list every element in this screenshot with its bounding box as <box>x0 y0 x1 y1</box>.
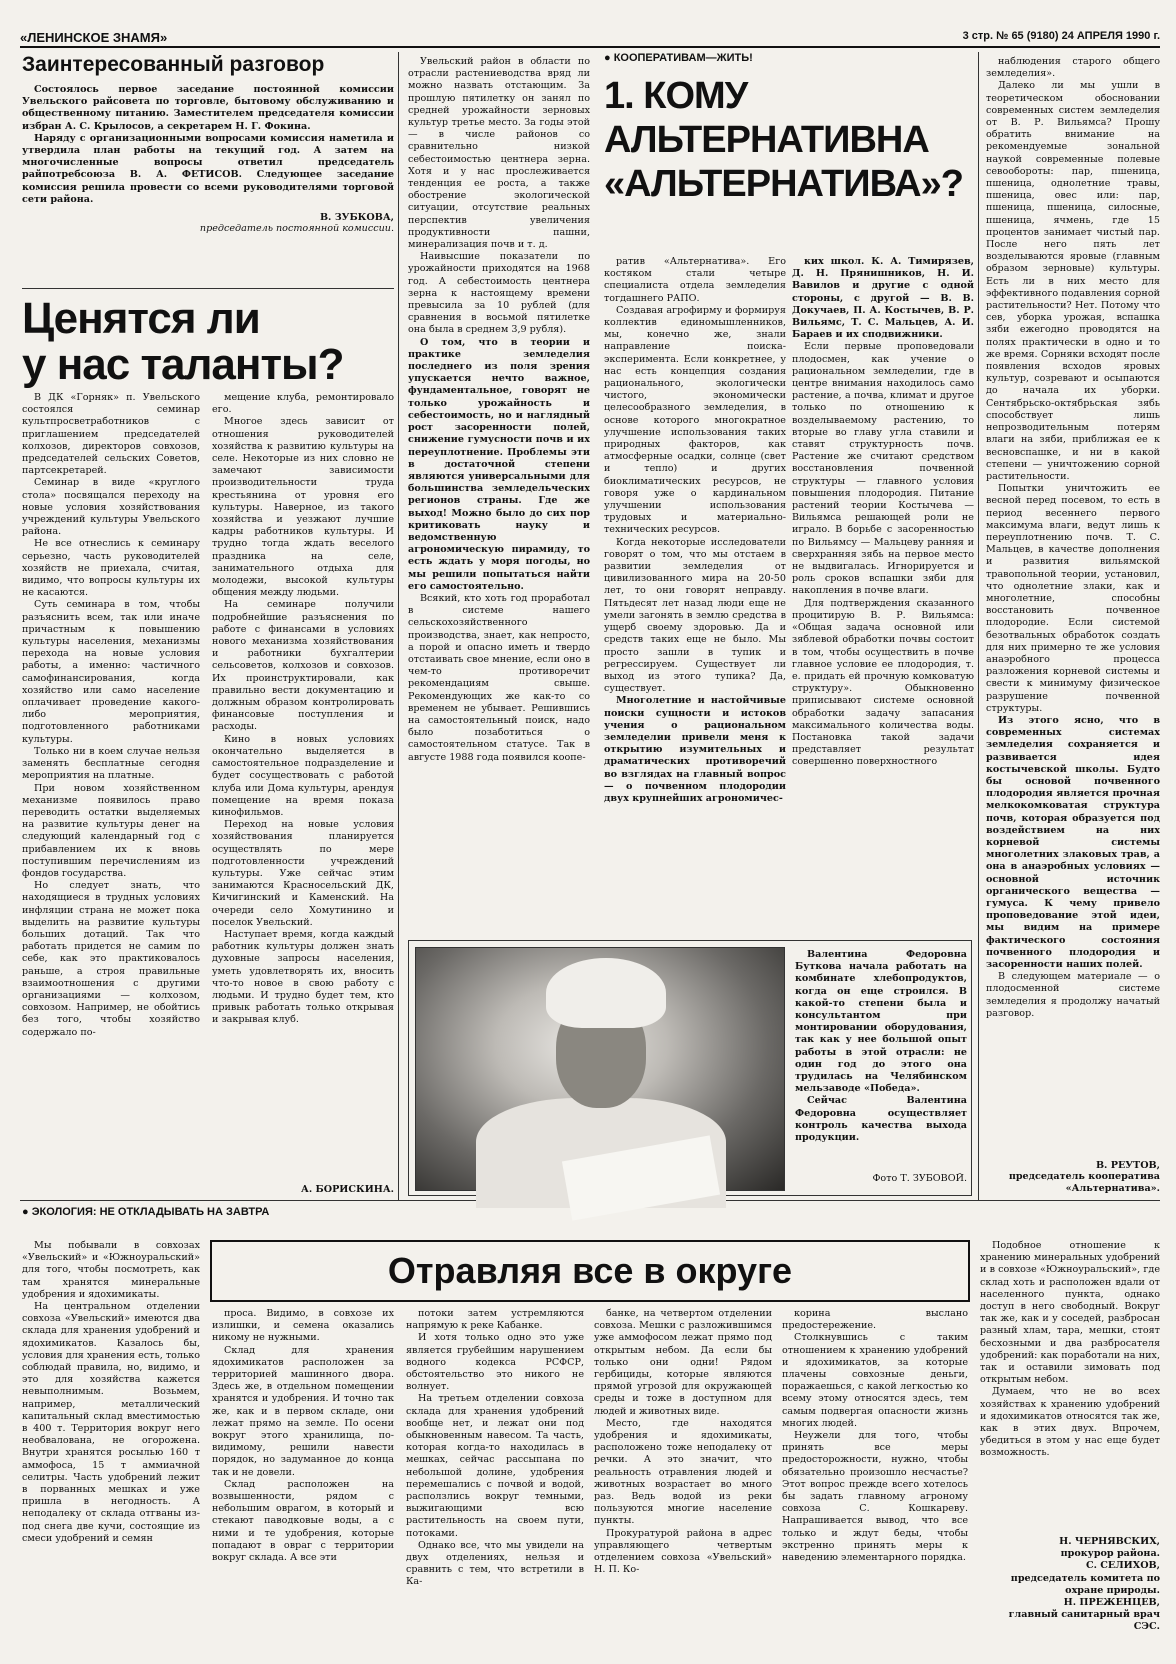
paragraph: Наряду с организационными вопросами комиссия наметила и утвердила план работы на текущий год. А затем на многочисленные вопросы ответил председатель райпотребсоюза В. А. ФЕТИСОВ. Следующее заседание комиссия решила провести со всеми руководителями торговой сети района. <box>22 132 394 205</box>
paragraph: Наступает время, когда каждый работник культуры должен знать духовные запросы населения, уметь удовлетворять их, вносить что-то новое в свою работу с людьми. И трудно будет тем, кто привык работать только открывая и закрывая клуб. <box>212 928 394 1026</box>
paragraph: Не все отнеслись к семинару серьезно, часть руководителей хозяйств не приехала, считая, видимо, что вопросы культуры их не касаются. <box>22 538 200 599</box>
article-column <box>594 1308 772 1652</box>
rubric: ● КООПЕРАТИВАМ—ЖИТЬ! <box>604 52 753 64</box>
paragraph: И хотя только одно это уже является грубейшим нарушением водного кодекса РСФСР, обстоятельство это никого не волнует. <box>406 1332 584 1393</box>
worker-photo <box>415 947 785 1191</box>
photo-credit: Фото Т. ЗУБОВОЙ. <box>872 1173 967 1184</box>
article-rule <box>22 288 394 289</box>
article-column <box>22 392 200 1214</box>
paragraph: мещение клуба, ремонтировало его. <box>212 392 394 416</box>
paragraph: Далеко ли мы ушли в теоретическом обосновании современных систем земледелия от В. Р. Вильямса? Прошу обратить внимание на рекомендуемые зональной наукой современные полевые севообороты: пар, пшеница, пшеница, однолетние травы, пшеница, овес или: пар, пшеница, пшеница, силосные, пшеница, ячмень, где 15 процентов занимает чистый пар. После него пять лет возделываются яровые (главным образом зерновые) культуры. Есть ли в них место для эффективного подавления сорной растительности? Нет. Потому что сев, уборка урожая, вспашка зяби ежегодно проводятся на полях практически в одно и то же время. Сорняки всходят после появления всходов яровых культур, созревают и осыпаются до начала их уборки. Сентябрьско-октябрьская зябь способствует лишь непрозводительным потерям влаги на зяби, приближая ее к весновспашке, и ни в какой степени — уничтожению сорной растительности. <box>986 80 1160 482</box>
paragraph: Попытки уничтожить ее весной перед посевом, то есть в период весеннего первого максимума влаги, ведут лишь к переуплотнению почв. Т. С. Мальцев, в качестве дополнения и развития вильямской травопольной теории, установил, что однолетние злаки, как и многолетние, способны восстановить почвенное плодородие. Если системой безотвальных обработок создать для них примерно те же условия анаэробного процесса разложения корневой системы и свести к минимуму физическое разрушение почвенной структуры. <box>986 483 1160 714</box>
signature-name: Н. ПРЕЖЕНЦЕВ, <box>1063 1597 1160 1609</box>
paragraph: Многое здесь зависит от отношения руководителей хозяйства к развитию культуры на селе. Некоторые из них словно не замечают зависимости производительности труда крестьянина от уровня его культуры. Наверное, из такого хозяйства и уезжают лучшие кадры работников культуры. И трудно тогда ждать веселого праздника на селе, занимательного отдыха для молодежи, высокой культуры общения между людьми. <box>212 416 394 599</box>
paragraph: Если первые проповедовали плодосмен, как учение о рациональном земледелии, где в центре внимания находилось само растение, а почва, климат и другое только по отношению к возделываемому растению, то вторые во главу угла ставили и ставят структурность почв. Растение же считают средством восстановления почвенной структуры — главного условия повышения плодородия. Питание растений теории Костычева — Вильямса решающей роли не играло. В борьбе с засоренностью по Вильямсу — Мальцеву ранняя и сверхранняя зябь на первое место не выдвигалась. Игнорируется и роль сроков вспашки зяби для накопления в почве влаги. <box>792 341 974 597</box>
author: В. ЗУБКОВА, <box>319 212 394 224</box>
author-role: председатель кооператива «Альтернатива». <box>1008 1171 1160 1195</box>
paragraph: На центральном отделении совхоза «Увельский» имеются два склада для хранения удобрений и ядохимикатов. Казалось бы, условия для хранения есть, только соблюдай правила, но, видимо, и это для хозяйства кажется невыполнимым. Возьмем, например, металлический капитальный склад вместимостью в 400 т. Территория вокруг него необвалована, не огорожена. Внутри хранятся росылью 160 т аммофоса, 15 т аммиачной селитры. Часть удобрений лежит в порванных мешках и уже пришла в негодность. А неподалеку от склада отгваны из-под снега две кучи, состоящие из смеси удобрений и семян <box>22 1301 200 1544</box>
paragraph: Когда некоторые исследователи говорят о том, что мы отстаем в развитии земледелия от цивилизованного мира на 20-50 лет, то они говорят неправду. Пятьдесят лет назад люди еще не умели загонять в землю средства в ущерб своему здоровью. Да и средств таких еще не было. Мы просто зашли в тупик и регрессируем. Существует ли выход из этого тупика? Да, существует. <box>604 536 786 695</box>
paragraph: банке, на четвертом отделении совхоза. Мешки с разложившимся уже аммофосом лежат прямо под открытым небом. Да если бы только они одни! Рядом гербициды, которые являются прямой угрозой для окружающей среды и тоже в доступном для людей и животных виде. <box>594 1308 772 1417</box>
paragraph: Создавая агрофирму и формируя коллектив единомышленников, мы, конечно же, знали направление поиска-эксперимента. Если конкретнее, у нас есть концепция создания рационального, экологически чистого, экономически целесообразного земледелия, в основе которого многократное улучшение использования таких природных факторов, как атмосферные осадки, солнце (свет и тепло) и других биоклиматических ресурсов, не говоря уже о кардинальном улучшении использования трудовых и материально-технических ресурсов. <box>604 304 786 536</box>
paragraph: Но следует знать, что находящиеся в трудных условиях инфляции страна не может пока выделить на развитие культуры больших дотаций. Так что работать придется не самим по себе, как это практиковалось раньше, а строя правильные взаимоотношения с другими организациями — колхозом, совхозом. Например, не обойтись без того, чтобы хозяйство содержало по- <box>22 880 200 1038</box>
paragraph: Переход на новые условия хозяйствования планируется осуществлять по мере подготовленности учреждений культуры. Уже сейчас этим занимаются Красносельский ДК, Кичигинский и Каменский. На очереди село Хомутинино и поселок Увельский. <box>212 819 394 928</box>
paragraph: Прокуратурой района в адрес управляющего четвертым отделением совхоза «Увельский» Н. П. Ко- <box>594 1527 772 1576</box>
paragraph: Из этого ясно, что в современных системах земледелия сохраняется и развивается идея костычевской школы. Будто бы основой почвенного плодородия является прочная мелкокомковатая структура почв, которая образуется под воздействием на них корневой системы многолетних злаковых трав, а она в анаэробных условиях — основной источник органического вещества — гумуса. К чему привело проповедование этой идеи, мы видим на примере фактического состояния почвенного плодородия и засоренности наших полей. <box>986 714 1160 971</box>
paragraph: ратив «Альтернатива». Его костяком стали четыре специалиста отдела земледелия тогдашнего РАПО. <box>604 256 786 304</box>
photo-block <box>408 940 972 1196</box>
column-rule <box>398 52 399 1200</box>
article-column <box>406 1308 584 1652</box>
paragraph: Однако все, что мы увидели на двух отделениях, нельзя и сравнить с тем, что встретили в Ка- <box>406 1539 584 1588</box>
article-column <box>980 1240 1160 1530</box>
article-column <box>792 256 974 936</box>
paragraph: Семинар в виде «круглого стола» посвящался переходу на новые условия хозяйствования учреждений культуры Увельского района. <box>22 477 200 538</box>
photo-figure <box>546 958 666 1028</box>
masthead <box>20 28 1160 48</box>
paragraph: Столкнувшись с таким отношением к хранению удобрений и ядохимикатов, за которые плачены совхозные деньги, поражаешься, с какой легкостью ко всему этому относятся здесь, тем самым подвергая опасности жизнь многих людей. <box>782 1332 968 1429</box>
issue-info: 3 стр. № 65 (9180) 24 АПРЕЛЯ 1990 г. <box>962 30 1160 42</box>
article-title-line: «АЛЬТЕРНАТИВА»? <box>604 163 963 205</box>
article-column <box>604 256 786 926</box>
article-title-line: АЛЬТЕРНАТИВНА <box>604 119 929 161</box>
paragraph: Наивысшие показатели по урожайности приходятся на 1968 год. А себестоимость центнера зерна к настоящему времени превысила за 10 рублей (для сравнения в восьмой пятилетке она была в среднем 3,9 рубля). <box>408 251 590 336</box>
paragraph: проса. Видимо, в совхозе их излишки, и семена оказались никому не нужными. <box>212 1308 394 1344</box>
signature-name: С. СЕЛИХОВ, <box>1085 1560 1160 1572</box>
paragraph: Склад для хранения ядохимикатов расположен за территорией машинного двора. Здесь же, в отдельном помещении хранятся и удобрения. И точно так же, как и в первом складе, они лежат прямо на земле. По осени вокруг этого хранилища, по-видимому, решили навести порядок, но задуманное до конца так и не довели. <box>212 1344 394 1478</box>
paragraph: Подобное отношение к хранению минеральных удобрений и в совхозе «Южноуральский», где склад хоть и расположен вдали от населенного пункта, однако доступ в него свободный. Вокруг так же, как и у соседей, разбросан разный хлам, тара, мешки, стоят бесхозными и два разбросателя удобрений: как поработали на них, так и оставили зимовать под открытым небом. <box>980 1240 1160 1386</box>
author: В. РЕУТОВ, <box>1095 1160 1160 1171</box>
article-alternative-header <box>604 52 976 206</box>
signature-role: председатель комитета по охране природы. <box>1010 1572 1160 1596</box>
paragraph: ких школ. К. А. Тимирязев, Д. Н. Прянишников, Н. И. Вавилов и другие с одной стороны, с другой — В. В. Докучаев, П. А. Костычев, В. Р. Вильямс, Т. С. Мальцев, А. И. Бараев и их сподвижники. <box>792 256 974 341</box>
paragraph: Думаем, что не во всех хозяйствах к хранению удобрений и ядохимикатов относятся так же, как в этих двух. Впрочем, убедиться в этом у нас еще будет возможность. <box>980 1386 1160 1459</box>
paragraph: В следующем материале — о плодосменной системе земледелия я продолжу начатый разговор. <box>986 971 1160 1019</box>
article-title-line: у нас таланты? <box>22 340 344 389</box>
photo-caption <box>795 949 967 1169</box>
paragraph: Всякий, кто хоть год проработал в системе нашего сельскохозяйственного производства, знает, как непросто, а порой и опасно иметь и твердо отстаивать свое мнение, если оно в чем-то противоречит рекомендациям свыше. Рекомендующих же как-то со временем не убывает. Решившись на самостоятельный поиск, надо было позаботиться о самостоятельном статусе. Так в августе 1988 года появился коопе- <box>408 592 590 763</box>
paragraph: Состоялось первое заседание постоянной комиссии Увельского райсовета по торговле, бытовому обслуживанию и общественному питанию. Заместителем председателя комиссии избран А. С. Крылосов, а секретарем Н. Г. Фокина. <box>22 84 394 132</box>
paragraph: Сейчас Валентина Федоровна осуществляет контроль качества выхода продукции. <box>795 1095 967 1144</box>
paragraph: Валентина Федоровна Буткова начала работать на комбинате хлебопродуктов, когда он еще строился. В какой-то степени была и консультантом при монтировании оборудования, так как у нее большой опыт работы в этой отрасли: не один год до этого она трудилась на Челябинском мельзаводе «Победа». <box>795 949 967 1095</box>
author-role: председатель постоянной комиссии. <box>199 223 394 235</box>
paragraph: В ДК «Горняк» п. Увельского состоялся семинар культпросветработников с приглашением председателей колхозов, директоров совхозов, председателей сельских Советов, партсекретарей. <box>22 392 200 477</box>
article-title: Заинтересованный разговор <box>22 53 325 76</box>
paragraph: корина выслано предостережение. <box>782 1308 968 1332</box>
paragraph: Неужели для того, чтобы принять все меры предосторожности, нужно, чтобы обязательно произошло несчастье? Этот вопрос прежде всего хотелось бы задать главному агроному совхоза С. Кошкареву. Напрашивается вывод, что все только и ждут беды, чтобы экстренно принять меры к наведению элементарного порядка. <box>782 1430 968 1564</box>
article-column <box>22 1240 200 1652</box>
signature-name: Н. ЧЕРНЯВСКИХ, <box>1059 1536 1160 1547</box>
article-interested-talk <box>22 52 394 235</box>
article-column <box>212 392 394 1182</box>
paragraph: наблюдения старого общего земледелия». <box>986 56 1160 80</box>
paragraph: Увельский район в области по отрасли растениеводства вряд ли можно назвать отстающим. За прошлую пятилетку он занял по средней урожайности зерновых культур третье место. За годы этой — в числе районов со сравнительно низкой себестоимостью центнера зерна. Хотя и у нас прослеживается тенденция ее роста, а также обострение экологической ситуации, отсутствие реальных перспектив увеличения продуктивности пашни, минерализация почв и т. д. <box>408 56 590 251</box>
paper-name: «ЛЕНИНСКОЕ ЗНАМЯ» <box>20 30 168 45</box>
paragraph: О том, что в теории и практике земледелия последнего из поля зрения упускается нечто важное, фундаментальное, говорят не только урожайность и себестоимость, но и наглядный рост засоренности полей, снижение гумусности почв и их переуплотнение. Проблемы эти в достаточной степени являются универсальными для большинства земледельческих регионов страны. Где же выход! Можно было до сих пор критиковать науку и ведомственную агрономическую пирамиду, то есть ждать у моря погоды, но мы решили попытаться найти его самостоятельно. <box>408 336 590 592</box>
paragraph: На третьем отделении совхоза склада для хранения удобрений вообще нет, и лежат они под обыкновенным навесом. Та часть, которая когда-то находилась в мешках, сейчас рассыпана по небольшой долине, удобрения перемешались с почвой и водой, расползлись вокруг темными, выжигающими всю растительность на своем пути, потоками. <box>406 1393 584 1539</box>
article-column <box>408 56 590 926</box>
signature-role: главный санитарный врач СЭС. <box>1008 1609 1160 1633</box>
paragraph: На семинаре получили подробнейшие разъяснения по работе с финансами в условиях нового механизма хозяйствования и работники бухгалтерии сельсоветов, колхозов и совхозов. Их проинструктировали, как правильно вести документацию и должным образом контролировать финансовые поступления и расходы. <box>212 599 394 733</box>
paragraph: Место, где находятся удобрения и ядохимикаты, расположено тоже неподалеку от речки. А это значит, что реальность отравления людей и животных возрастает во много раз. Ведь водой из реки пользуются многие население пункты. <box>594 1417 772 1527</box>
article-column <box>212 1308 394 1652</box>
paragraph: Кино в новых условиях окончательно выделяется в самостоятельное подразделение и будет сосуществовать с работой клуба или Дома культуры, арендуя помещение на время показа кинофильмов. <box>212 733 394 818</box>
author: А. БОРИСКИНА. <box>301 1184 394 1195</box>
paragraph: Суть семинара в том, чтобы разъяснить всем, так или иначе причастным к повышению культуры населения, механизмы перехода на новые условия работы, а именно: частичного самофинансирования, когда хозяйство или само население оплачивает проведение какого-либо мероприятия, подготовленного работниками культуры. <box>22 599 200 745</box>
article-column <box>782 1308 968 1652</box>
paragraph: потоки затем устремляются напрямую к реке Кабанке. <box>406 1308 584 1332</box>
article-column <box>986 56 1160 1136</box>
article-title: Отравляя все в округе <box>210 1240 970 1302</box>
paragraph: Мы побывали в совхозах «Увельский» и «Южноуральский» для того, чтобы посмотреть, как там хранятся минеральные удобрения и ядохимикаты. <box>22 1240 200 1300</box>
article-talents <box>22 296 394 388</box>
paragraph: Только ни в коем случае нельзя заменять бесплатные сегодня мероприятия на платные. <box>22 745 200 782</box>
article-title-line: Ценятся ли <box>22 294 260 343</box>
signature-role: прокурор района. <box>1060 1548 1160 1560</box>
article-signatures <box>980 1536 1160 1634</box>
paragraph: Склад расположен на возвышенности, рядом с небольшим оврагом, в который и стекают паводковые воды, а с ними и те удобрения, которые попадают в овраг с территории вокруг склада. А все эти <box>212 1478 394 1564</box>
paragraph: Для подтверждения сказанного процитирую В. Р. Вильямса: «Общая задача основной или зяблевой обработки почвы состоит в том, чтобы осуществить в почве главное условие ее плодородия, т. е. придать ей прочную комковатую структуру». Обыкновенно приписывают системе основной обработки задачу запасания максимального количества воды. Постановка такой задачи представляет результат совершенно поверхностного <box>792 597 974 768</box>
rubric: ● ЭКОЛОГИЯ: НЕ ОТКЛАДЫВАТЬ НА ЗАВТРА <box>22 1206 270 1218</box>
column-rule <box>978 52 979 1200</box>
article-signature <box>986 1160 1160 1195</box>
article-title-line: 1. КОМУ <box>604 75 748 117</box>
paragraph: При новом хозяйственном механизме появилось право переводить остатки выделяемых на развитие культуры денег на следующий календарный год с прибавлением их к вновь поступившим перечислениям из фондов государства. <box>22 782 200 879</box>
paragraph: Многолетние и настойчивые поиски сущности и истоков учения о рациональном земледелии привели меня к открытию изумительных и драматических противоречий во взглядах на главный вопрос — о почвенном плодородии двух крупнейших агрономичес- <box>604 695 786 804</box>
